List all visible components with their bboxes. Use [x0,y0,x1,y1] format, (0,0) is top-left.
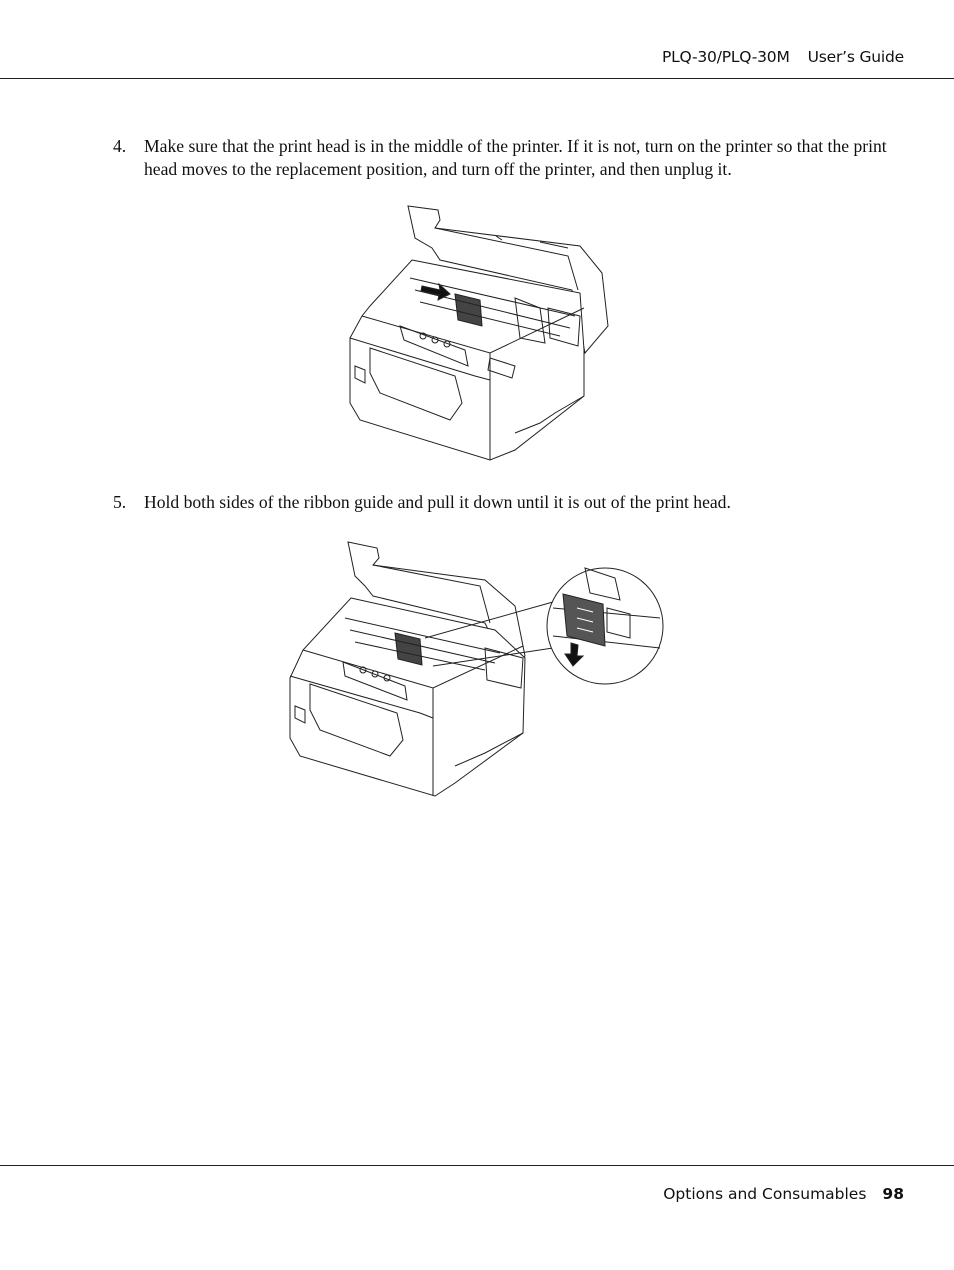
page-header [0,0,954,79]
footer-rule [0,1165,954,1166]
step-5 [113,491,893,514]
page-number: 98 [882,1185,904,1203]
step-number: 5. [113,492,127,512]
step-text: Make sure that the print head is in the middle of the printer. If it is not, turn on the printer so that the print head moves to the replacement position, and turn off the printer, and then unplug it. [144,136,887,179]
header-guide: User’s Guide [807,48,904,66]
header-rule [0,78,954,79]
header-text [662,48,904,66]
printer-body-icon [350,260,584,460]
page-footer [663,1185,904,1203]
zoom-inset-icon [547,568,663,684]
step-number: 4. [113,136,127,156]
footer-section: Options and Consumables [663,1185,867,1203]
printer-open-cover-illustration [340,198,610,463]
printer-ribbon-guide-illustration [285,538,670,800]
header-model: PLQ-30/PLQ-30M [661,48,790,66]
step-4 [113,135,893,181]
step-text: Hold both sides of the ribbon guide and pull it down until it is out of the print head. [144,492,731,512]
